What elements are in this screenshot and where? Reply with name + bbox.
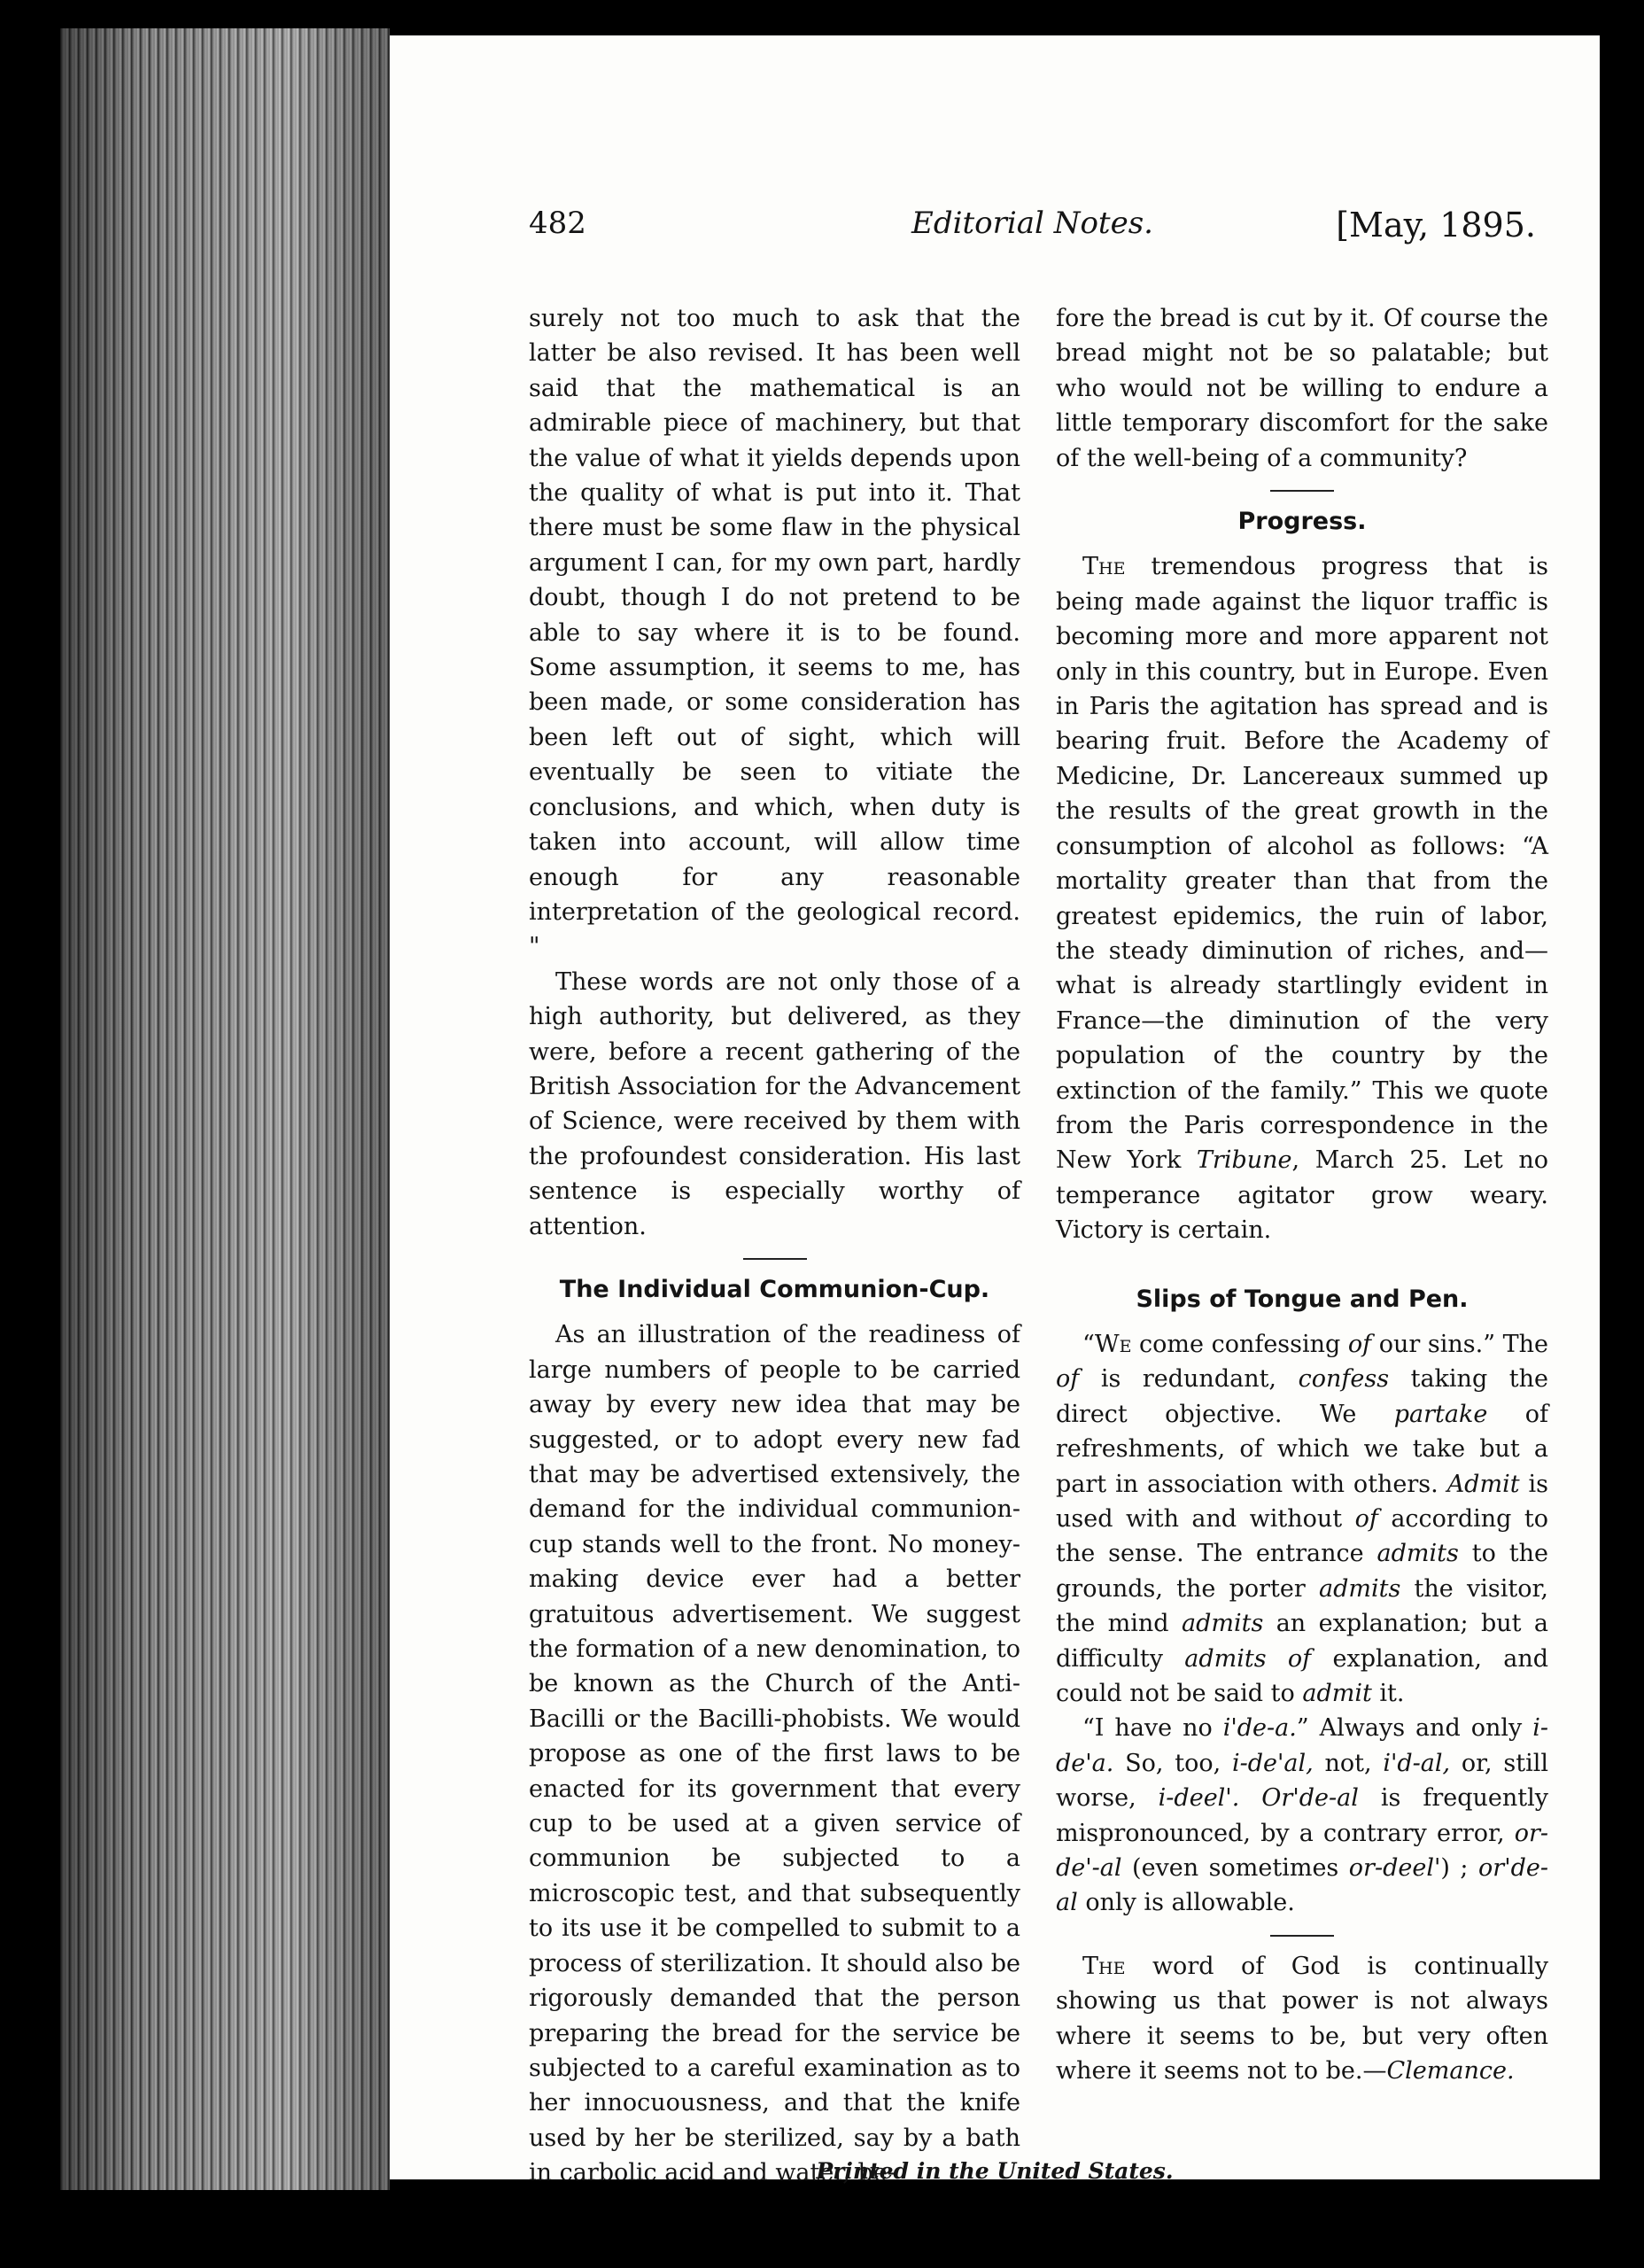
attribution: Clemance. [1386, 2057, 1515, 2085]
issue-date: [May, 1895. [1336, 206, 1536, 245]
page-edge [60, 28, 390, 2190]
paragraph: These words are not only those of a high authority, but delivered, as they were, before a recent gathering of the British Association for the Advancement of Science, were received by them with the profoundest consideration. His last sentence is especially worthy of attention. [529, 967, 1020, 1240]
paragraph: As an illustration of the readiness of large numbers of people to be carried away by every new idea that may be suggested, or to adopt every new fad that may be advertised extensively, the demand for the individual communion-cup stands well to the front. No money-making device ever had a better gratuitous advertisement. We suggest the formation of a new denomination, to be known as the Church of the Anti-Bacilli or the Bacilli-phobists. We would propose as one of the first laws to be enacted for its government that every cup to be used at a given service of communion be subjected to a microscopic test, and that subsequently to its use it be compelled to submit to a process of sterilization. It should also be rigorously demanded that the person preparing the bread for the service be subjected to a careful examination as to her innocuousness, and that the knife used by her be sterilized, say by a bath in carbolic acid and water, be- [529, 1321, 1020, 2187]
paragraph: surely not too much to ask that the latter be also revised. It has been well said that the mathematical is an admirable piece of machinery, but that the value of what it yields depends upon the quality of what is put into it. That there must be some flaw in the physical argument I can, for my own part, hardly doubt, though I do not pretend to be able to say where it is to be found. Some assumption, it seems to me, has been made, or some consideration has been left out of sight, which will eventually be seen to vitiate the conclusions, and which, when duty is taken into account, will allow time enough for any reasonable interpretation of the geological record. " [529, 305, 1020, 961]
section-heading: Progress. [1237, 508, 1367, 536]
paragraph: “We come confessing of our sins.” The of is redundant, confess taking the direct objective. We partake of refreshments, of which we take but a part in association with others. Admit is used with and without of according to the sense. The entrance admits to the grounds, the porter admits the visitor, the mind admits an explanation; but a difficulty admits of explanation, and could not be said to admit it. [1056, 1330, 1549, 1708]
paragraph: “I have no i'de-a.” Always and only i-de'a. So, too, i-de'al, not, i'd-al, or, still worse, i-deel'. Or'de-al is frequently mispronounced, by a contrary error, or-de'-al (even sometimes or-deel') ; or'de-al only is allowable. [1056, 1714, 1549, 1917]
italic-text: Tribune [1196, 1146, 1292, 1175]
section-divider [1270, 490, 1334, 492]
paragraph: fore the bread is cut by it. Of course the bread might not be so palatable; but who would not be willing to endure a little temporary discomfort for the sake of the well-being of a community? [1056, 305, 1548, 472]
book-page [390, 35, 1600, 2187]
lead-word: We [1094, 1330, 1132, 1358]
left-column [529, 301, 1020, 2191]
spacer [1056, 1248, 1548, 1275]
section-heading: Slips of Tongue and Pen. [1136, 1285, 1469, 1313]
paragraph: The word of God is continually showing us that power is not always where it seems to be, but very often where it seems not to be.—Clemance. [1056, 1952, 1548, 2085]
lead-word: The [1082, 1952, 1126, 1980]
paragraph: The tremendous progress that is being made against the liquor traffic is becoming more and more apparent not only in this country, but in Europe. Even in Paris the agitation has spread and is bearing fruit. Before the Academy of Medicine, Dr. Lancereaux summed up the results of the great growth in the consumption of alcohol as follows: “A mortality greater than that from the greatest epidemics, the ruin of labor, the steady diminution of riches, and—what is already startlingly evident in France—the diminution of the very population of the country by the extinction of the family.” This we quote from the Paris correspondence in the New York Tribune, March 25. Let no temperance agitator grow weary. Victory is certain. [1056, 553, 1548, 1245]
section-divider [743, 1258, 807, 1260]
lead-word: The [1082, 553, 1126, 581]
page-number: 482 [529, 206, 586, 241]
section-heading: The Individual Communion-Cup. [559, 1275, 990, 1303]
printer-imprint: Printed in the United States. [816, 2158, 1174, 2184]
section-divider [1270, 1935, 1334, 1937]
running-title: Editorial Notes. [911, 206, 1153, 241]
running-head [529, 206, 1536, 259]
right-column [1056, 301, 1548, 2089]
